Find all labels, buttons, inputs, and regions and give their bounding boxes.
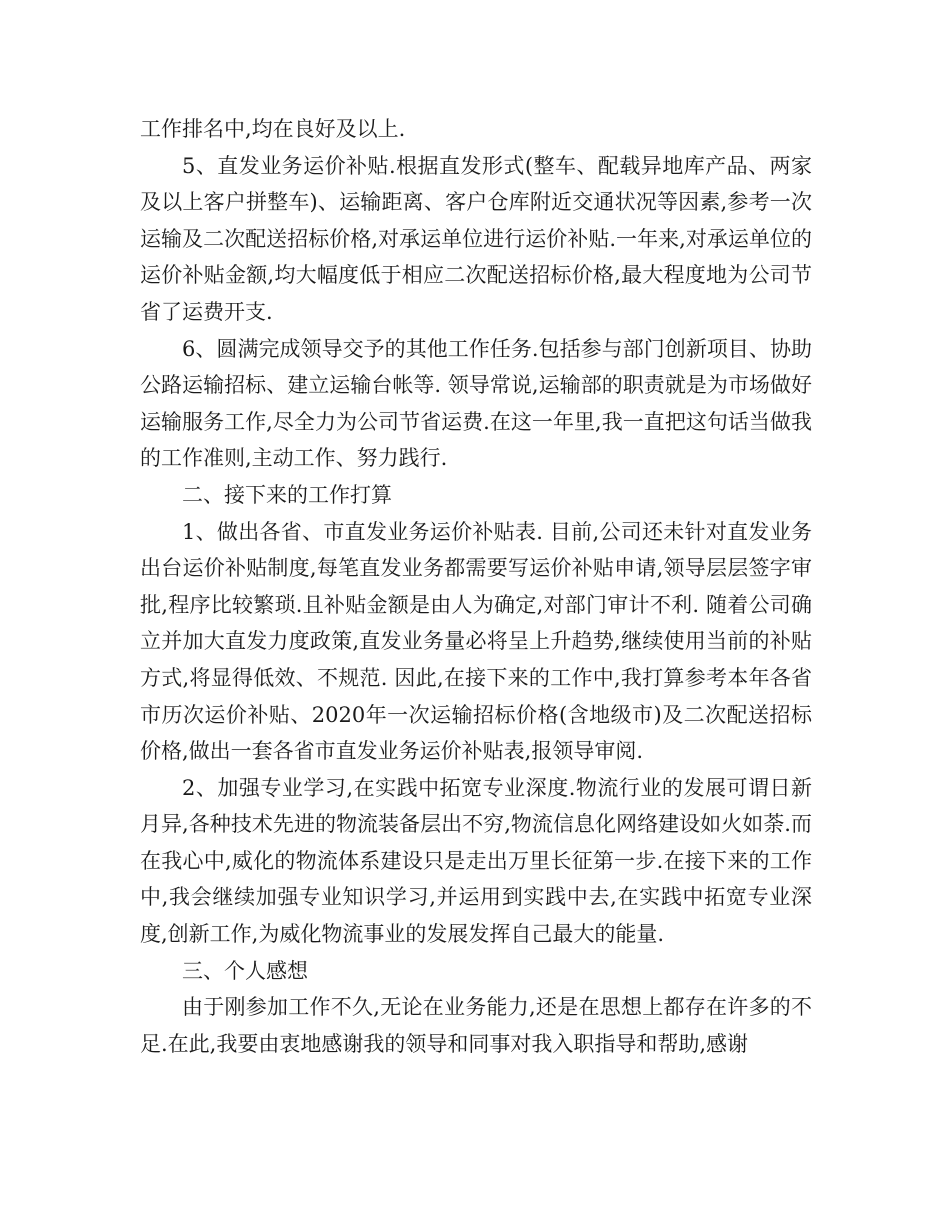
document-body (140, 111, 812, 1062)
section-heading-2: 二、接下来的工作打算 (182, 482, 392, 507)
paragraph-6: 由于刚参加工作不久,无论在业务能力,还是在思想上都存在许多的不足.在此,我要由衷地感谢我的领导和同事对我入职指导和帮助,感谢 (140, 995, 812, 1056)
paragraph-2: 5、直发业务运价补贴.根据直发形式(整车、配载异地库产品、两家及以上客户拼整车)、运输距离、客户仓库附近交通状况等因素,参考一次运输及二次配送招标价格,对承运单位进行运价补贴.一年来,对承运单位的运价补贴金额,均大幅度低于相应二次配送招标价格,最大程度地为公司节省了运费开支. (140, 153, 812, 324)
paragraph-3: 6、圆满完成领导交予的其他工作任务.包括参与部门创新项目、协助公路运输招标、建立运输台帐等. 领导常说,运输部的职责就是为市场做好运输服务工作,尽全力为公司节省运费.在这一年里,我一直把这句话当做我的工作准则,主动工作、努力践行. (140, 336, 812, 471)
paragraph-1: 工作排名中,均在良好及以上. (140, 117, 406, 141)
paragraph-4: 1、做出各省、市直发业务运价补贴表. 目前,公司还未针对直发业务出台运价补贴制度,每笔直发业务都需要写运价补贴申请,领导层层签字审批,程序比较繁琐.且补贴金额是由人为确定,对部门审计不利. 随着公司确立并加大直发力度政策,直发业务量必将呈上升趋势,继续使用当前的补贴方式,将显得低效、不规范. 因此,在接下来的工作中,我打算参考本年各省市历次运价补贴、2020年一次运输招标价格(含地级市)及二次配送招标价格,做出一套各省市直发业务运价补贴表,报领导审阅. (140, 519, 812, 764)
paragraph-5: 2、加强专业学习,在实践中拓宽专业深度.物流行业的发展可谓日新月异,各种技术先进的物流装备层出不穷,物流信息化网络建设如火如荼.而在我心中,威化的物流体系建设只是走出万里长征第一步.在接下来的工作中,我会继续加强专业知识学习,并运用到实践中去,在实践中拓宽专业深度,创新工作,为威化物流事业的发展发挥自己最大的能量. (140, 775, 812, 947)
section-heading-3: 三、个人感想 (182, 958, 308, 983)
